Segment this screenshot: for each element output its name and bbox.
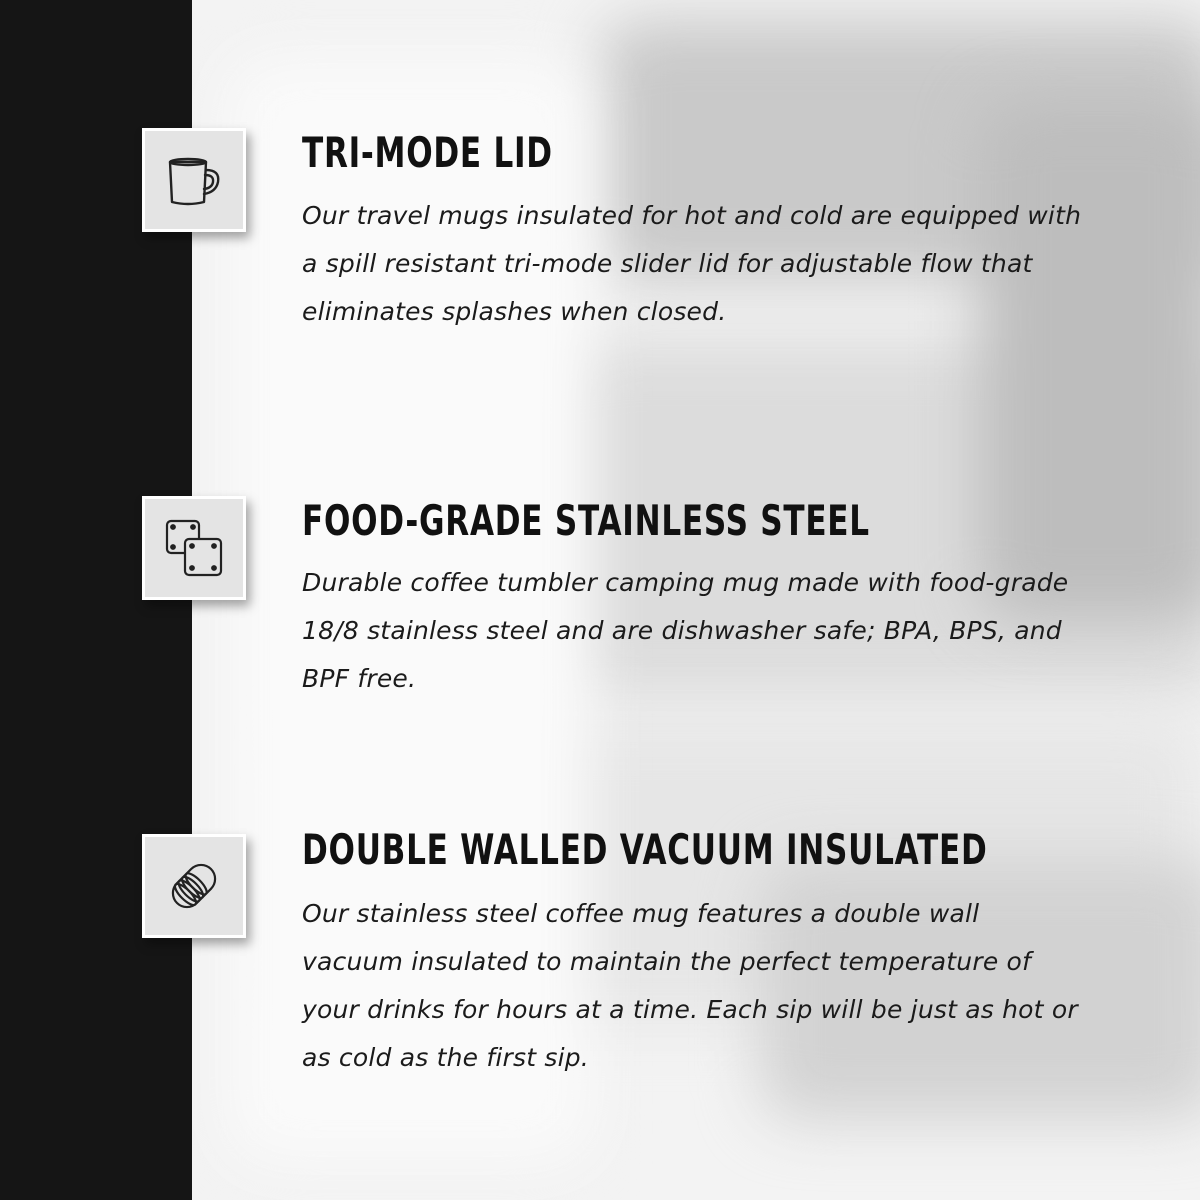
feature-title: FOOD-GRADE STAINLESS STEEL [302, 496, 870, 545]
vacuum-coil-icon [142, 834, 246, 938]
feature-title: TRI-MODE LID [302, 128, 553, 177]
mug-icon [142, 128, 246, 232]
feature-description: Our travel mugs insulated for hot and cold are equipped with a spill resistant tri-mode slider lid for adjustable flow that eliminates splashes when closed. [302, 201, 1082, 326]
feature-description: Our stainless steel coffee mug features a double wall vacuum insulated to maintain the perfect temperature of your drinks for hours at a time. Each sip will be just as hot or as cold as the first sip. [302, 899, 1078, 1072]
feature-description: Durable coffee tumbler camping mug made with food-grade 18/8 stainless steel and are dishwasher safe; BPA, BPS, and BPF free. [302, 568, 1069, 693]
feature-title: DOUBLE WALLED VACUUM INSULATED [302, 825, 988, 874]
steel-plates-icon [142, 496, 246, 600]
